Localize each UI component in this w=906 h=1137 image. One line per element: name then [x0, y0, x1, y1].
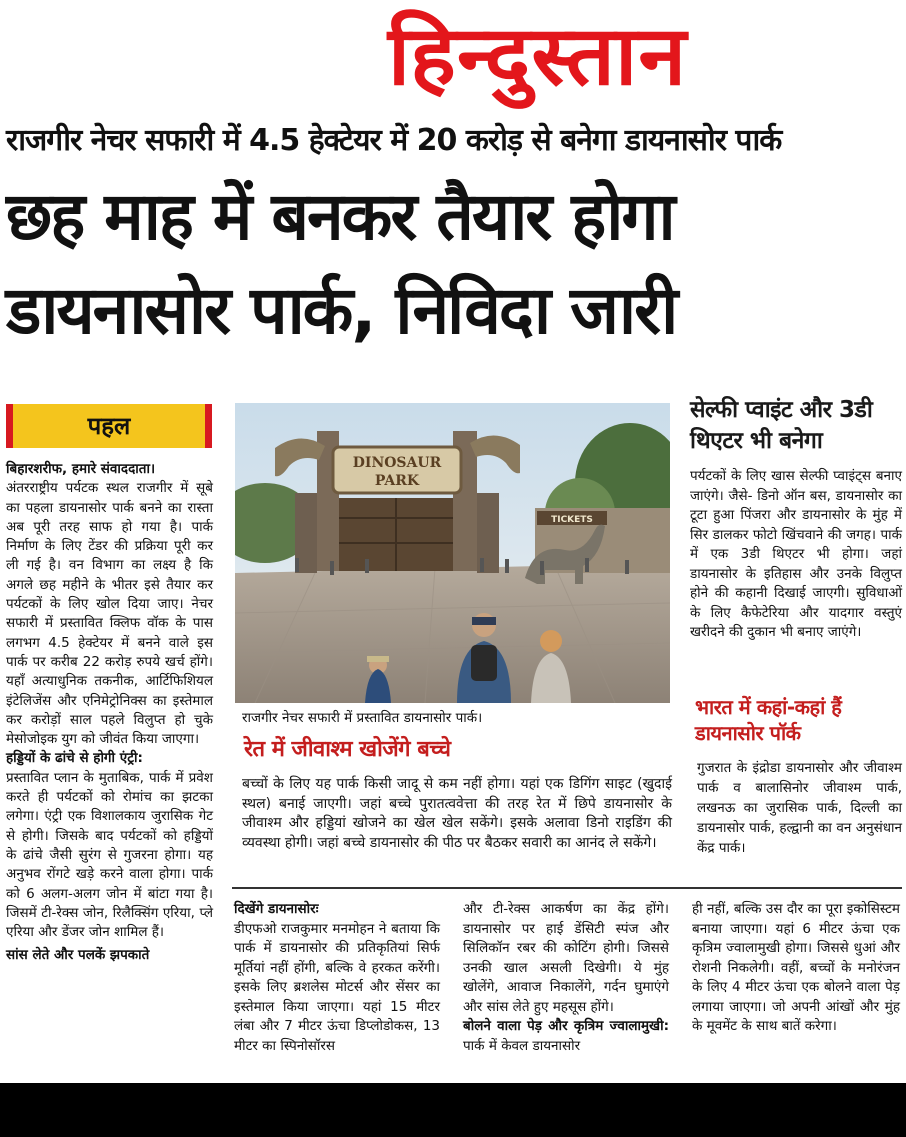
byline: बिहारशरीफ, हमारे संवाददाता। [6, 461, 156, 477]
bottom-col2-tail: पार्क में केवल डायनासोर [463, 1037, 581, 1054]
main-headline [6, 170, 900, 358]
bottom-subhead-tree-volcano: बोलने वाला पेड़ और कृत्रिम ज्वालामुखी: [463, 1018, 669, 1034]
bottom-column-3 [692, 900, 900, 1037]
bottom-col3-text: ही नहीं, बल्कि उस दौर का पूरा इकोसिस्टम बनाया जाएगा। यहां 6 मीटर ऊंचा एक कृत्रिम ज्वालामुखी होगा। जिससे धुआं और रोशनी निकलेगी। वहीं, बच्चों के मनोरंजन के लिए 4 मीटर ऊंचा एक बोलने वाला पेड़ लगाया जाएगा। जो अपनी आंखों और मुंह के मूवमेंट के साथ बातें करेगा। [692, 901, 900, 1034]
left-para-1: अंतरराष्ट्रीय पर्यटक स्थल राजगीर में सूबे का पहला डायनासोर पार्क बनने का रास्ता अब पूरी तरह साफ हो गया है। पार्क निर्माण के लिए टेंडर की प्रक्रिया पूरी कर ली गई है। वन विभाग का लक्ष्य है कि अगले छह महीने के भीतर इसे तैयार कर पर्यटकों के लिए खोल दिया जाए। नेचर सफारी में प्रस्तावित क्लिफ वॉक के पास लगभग 4.5 हेक्टेयर में बनने वाले इस पार्क पर करीब 22 करोड़ रुपये खर्च होंगे। यहाँ अत्याधुनिक तकनीक, आर्टिफिशियल इंटेलिजेंस और एनिमेट्रोनिक्स का इस्तेमाल कर करोड़ों साल पहले विलुप्त हो चुके मेसोजोइक युग को जीवंत किया जाएगा। [6, 480, 213, 748]
ticket-sign-text: TICKETS [551, 515, 593, 525]
bottom-column-1 [234, 900, 440, 1056]
selfie-heading: सेल्फी प्वाइंट और 3डी थिएटर भी बनेगा [690, 397, 873, 454]
india-parks-heading: भारत में कहां-कहां हैं डायनासोर पॉर्क [695, 695, 842, 745]
bottom-col2-text: और टी-रेक्स आकर्षण का केंद्र होंगे। डायनासोर पर हाई डेंसिटी स्पंज और सिलिकॉन रबर की कोटिंग होगी। जिससे उनकी खाल असली दिखेगी। ये मुंह खोलेंगे, आवाज निकालेंगे, गर्दन घुमाएंगे और सांस लेते हुए महसूस होंगे। [463, 901, 669, 1015]
bottom-col1-text: डीएफओ राजकुमार मनमोहन ने बताया कि पार्क में डायनासोर की प्रतिकृतियां सिर्फ मूर्तियां नहीं होंगी, बल्कि वे हरकत करेंगी। इसके लिए ब्रशलेस मोटर्स और सेंसर का इस्तेमाल किया जाएगा। यहां 15 मीटर लंबा और 7 मीटर ऊंचा डिप्लोडोकस, 13 मीटर का स्पिनोसॉरस [234, 920, 440, 1054]
headline-line-2: डायनासोर पार्क, निविदा जारी [6, 272, 677, 349]
masthead-logo: हिन्दुस्तान [388, 8, 688, 104]
india-parks-body: गुजरात के इंद्रोडा डायनासोर और जीवाश्म पार्क व बालासिनोर जीवाश्म पार्क, लखनऊ का जुरासिक पार्क, दिल्ली का डायनासोर पार्क, हल्द्वानी का वन अनुसंधान केंद्र पार्क। [697, 760, 902, 856]
fossil-heading: रेत में जीवाश्म खोजेंगे बच्चे [244, 737, 451, 762]
section-tag: पहल [6, 404, 212, 448]
selfie-body: पर्यटकों के लिए खास सेल्फी प्वाइंट्स बनाए जाएंगे। जैसे- डिनो ऑन बस, डायनासोर का टूटा हुआ पिंजरा और डायनासोर के मुंह में सिर डालकर फोटो खिंचवाने की जगह। पार्क में एक 3डी थिएटर भी होगा। जहां डायनासोर के इतिहास और उनके विलुप्त होने की कहानी दिखाई जाएगी। सुविधाओं के लिए कैफेटेरिया और यादगार वस्तुएं खरीदने की दुकान भी बनाए जाएंगे। [690, 468, 902, 640]
bottom-subhead-dinosaurs: दिखेंगे डायनासोरः [234, 901, 319, 917]
gate-sign-text-2: PARK [374, 473, 420, 489]
bottom-column-2 [463, 900, 669, 1056]
left-para-2: प्रस्तावित प्लान के मुताबिक, पार्क में प्रवेश करते ही पर्यटकों को रोमांच का झटका लगेगा। एंट्री एक विशालकाय जुरासिक गेट से होगी। जिसके बाद पर्यटकों को हड्डियों के ढांचे जैसी सुरंग से गुजरना होगा। यह अनुभव रोंगटे खड़े करने वाला होगा। पार्क को 6 अलग-अलग जोन में बांटा गया है। जिसमें टी-रेक्स जोन, रिलैक्सिंग एरिया, प्ले एरिया और डेंजर जोन शामिल हैं। [6, 769, 213, 941]
dinosaur-park-photo [235, 403, 670, 703]
left-subhead-breathing: सांस लेते और पलकें झपकाते [6, 947, 150, 964]
section-divider [232, 887, 902, 889]
kicker-headline: राजगीर नेचर सफारी में 4.5 हेक्टेयर में 20 करोड़ से बनेगा डायनासोर पार्क [6, 123, 782, 158]
photo-caption: राजगीर नेचर सफारी में प्रस्तावित डायनासोर पार्क। [242, 710, 483, 726]
fossil-body: बच्चों के लिए यह पार्क किसी जादू से कम नहीं होगा। यहां एक डिगिंग साइट (खुदाई स्थल) बनाई जाएगी। जहां बच्चे पुरातत्ववेत्ता की तरह रेत में छिपे डायनासोर के जीवाश्म और हड्डियां खोजने का खेल खेल सकेंगे। इसके अलावा डिनो राइडिंग की व्यवस्था होगी। जहां बच्चे डायनासोर की पीठ पर बैठकर सवारी का आनंद ले सकेंगे। [242, 776, 672, 851]
headline-line-1: छह माह में बनकर तैयार होगा [6, 178, 674, 255]
gate-sign-text-1: DINOSAUR [352, 455, 442, 471]
masthead [0, 0, 906, 112]
left-column [6, 460, 213, 966]
left-subhead-entry: हड्डियों के ढांचे से होगी एंट्री: [6, 750, 143, 767]
photo-illustration [235, 403, 670, 703]
